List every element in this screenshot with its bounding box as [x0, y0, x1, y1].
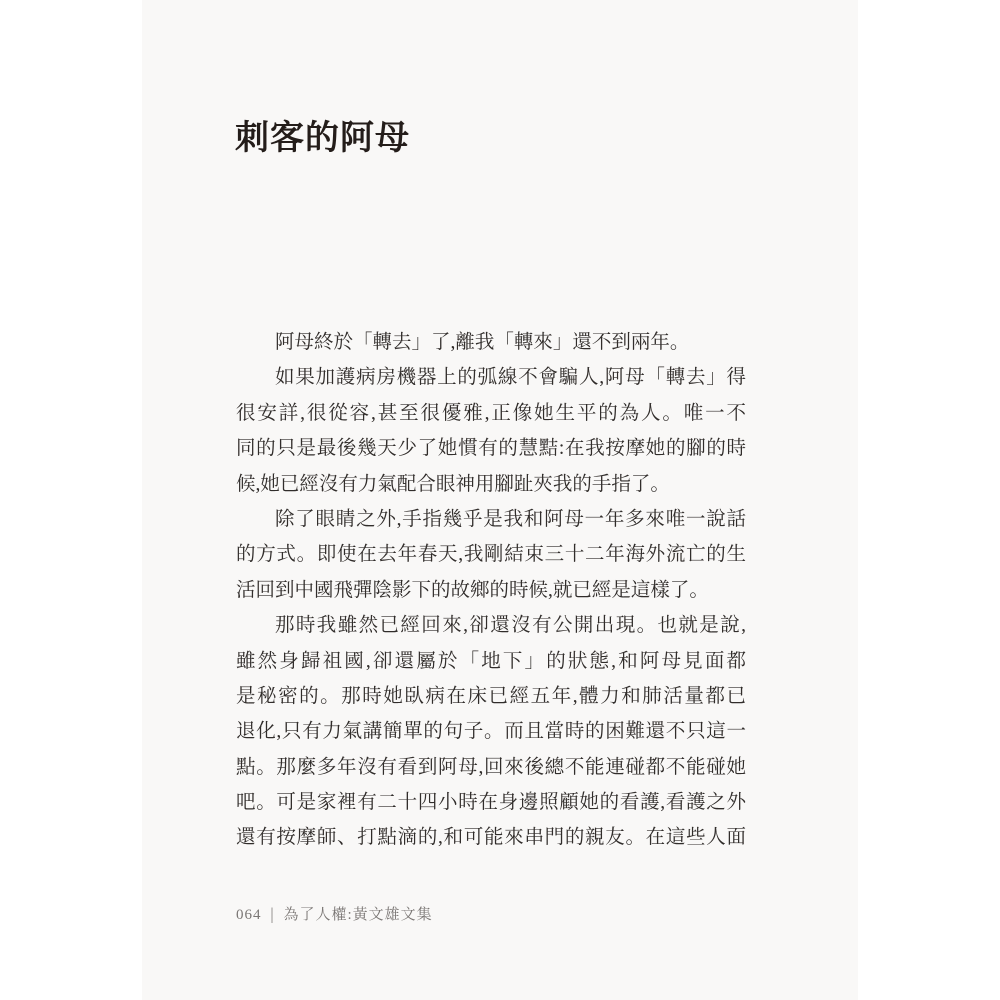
body-text-line: 是秘密的。那時她臥病在床已經五年,體力和肺活量都已: [236, 685, 746, 707]
body-text-line: 吧。可是家裡有二十四小時在身邊照顧她的看護,看護之外: [236, 792, 746, 814]
body-text: [236, 325, 746, 856]
body-text-line: 那時我雖然已經回來,卻還沒有公開出現。也就是說,: [275, 615, 746, 637]
body-text-line: 退化,只有力氣講簡單的句子。而且當時的困難還不只這一: [236, 721, 746, 743]
book-title: 為了人權:黃文雄文集: [283, 907, 433, 923]
page-number: 064: [236, 907, 262, 923]
chapter-title: 刺客的阿母: [235, 119, 410, 157]
body-text-line: 阿母終於「轉去」了,離我「轉來」還不到兩年。: [275, 332, 690, 353]
book-page: [142, 0, 858, 1000]
page-footer: [236, 903, 433, 927]
body-text-line: 如果加護病房機器上的弧線不會騙人,阿母「轉去」得: [275, 367, 746, 389]
body-text-line: 候,她已經沒有力氣配合眼神用腳趾夾我的手指了。: [236, 473, 670, 495]
footer-separator: |: [270, 905, 275, 925]
body-text-line: 還有按摩師、打點滴的,和可能來串門的親友。在這些人面: [236, 827, 746, 849]
body-text-line: 同的只是最後幾天少了她慣有的慧黠:在我按摩她的腳的時: [236, 438, 746, 460]
body-text-line: 點。那麼多年沒有看到阿母,回來後總不能連碰都不能碰她: [236, 756, 746, 778]
body-text-line: 很安詳,很從容,甚至很優雅,正像她生平的為人。唯一不: [236, 402, 746, 424]
body-text-line: 活回到中國飛彈陰影下的故鄉的時候,就已經是這樣了。: [236, 579, 709, 601]
body-text-line: 雖然身歸祖國,卻還屬於「地下」的狀態,和阿母見面都: [236, 650, 746, 672]
body-text-line: 除了眼睛之外,手指幾乎是我和阿母一年多來唯一說話: [275, 508, 746, 530]
body-text-line: 的方式。即使在去年春天,我剛結束三十二年海外流亡的生: [236, 544, 746, 566]
